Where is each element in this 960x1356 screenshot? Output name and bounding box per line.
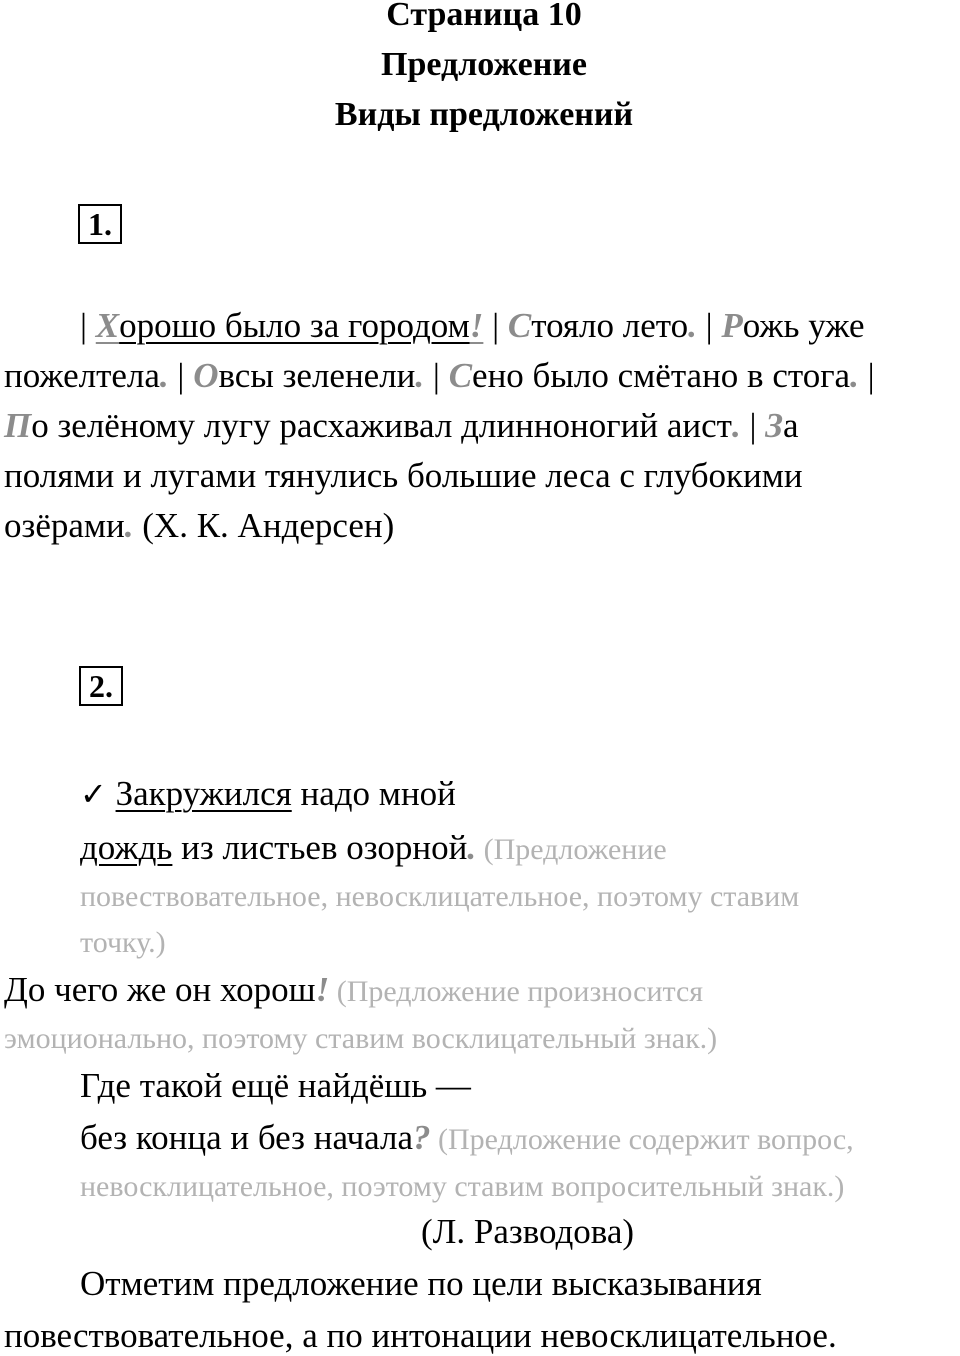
poem-text: без конца и без начала [80, 1118, 414, 1157]
task1-line-3 [4, 406, 799, 446]
underlined-phrase: орошо было за городом [119, 306, 470, 345]
sentence-text: озёрами [4, 506, 125, 545]
punctuation-mark: . [415, 356, 425, 395]
subtopic-heading: Виды предложений [334, 96, 634, 133]
sentence-text: а [783, 406, 799, 445]
capital-letter: П [4, 406, 32, 445]
punctuation-mark: . [731, 406, 741, 445]
punctuation-mark: ! [315, 970, 330, 1009]
capital-letter: С [507, 306, 532, 345]
sentence-divider: | [483, 306, 508, 345]
task2-line-2 [80, 828, 667, 868]
conclusion-line-1: Отметим предложение по цели высказывания [80, 1264, 762, 1303]
task1-line-2 [4, 356, 875, 396]
poem-text: надо мной [291, 774, 456, 813]
capital-letter: З [765, 406, 784, 445]
punctuation-mark: . [124, 506, 134, 545]
punctuation-mark: . [467, 828, 477, 867]
capital-letter: Х [95, 306, 120, 345]
underlined-predicate: Закружился [115, 774, 292, 813]
task-2-number: 2. [79, 666, 123, 706]
sentence-divider: | [424, 356, 449, 395]
sentence-divider: | [80, 306, 96, 345]
punctuation-mark: . [850, 356, 859, 395]
explanation-note: точку.) [80, 926, 166, 959]
punctuation-mark: . [688, 306, 697, 345]
task1-line-5 [4, 506, 394, 546]
punctuation-mark: ! [469, 306, 484, 345]
task2-line-7: Где такой ещё найдёшь — [80, 1066, 471, 1105]
topic-heading: Предложение [381, 46, 587, 83]
sentence-divider: | [740, 406, 766, 445]
sentence-text: ено было смётано в стога [472, 356, 851, 395]
capital-letter: О [193, 356, 219, 395]
sentence-text: ожь уже [742, 306, 865, 345]
explanation-note: невосклицательное, поэтому ставим вопросительный знак.) [80, 1170, 845, 1203]
task2-line-8 [80, 1118, 854, 1158]
task1-line-4: полями и лугами тянулись большие леса с глубокими [4, 456, 803, 495]
explanation-note: (Предложение произносится [329, 975, 704, 1008]
explanation-note: (Предложение содержит вопрос, [430, 1123, 854, 1156]
task-1-number: 1. [78, 204, 122, 244]
task2-line-1 [80, 774, 456, 814]
poem-text: До чего же он хорош [4, 970, 316, 1009]
sentence-text: тояло лето [531, 306, 689, 345]
explanation-note: (Предложение [476, 833, 667, 866]
source-author: (Х. К. Андерсен) [133, 506, 395, 545]
explanation-note: повествовательное, невосклицательное, поэтому ставим [80, 880, 800, 913]
checkmark-icon: ✓ [80, 775, 107, 813]
sentence-text: всы зеленели [218, 356, 416, 395]
sentence-divider: | [696, 306, 722, 345]
punctuation-mark: . [159, 356, 169, 395]
underlined-subject: дождь [80, 828, 173, 867]
explanation-note: эмоционально, поэтому ставим восклицательный знак.) [4, 1022, 718, 1055]
task1-line-1 [80, 306, 865, 346]
sentence-text: о зелёному лугу расхаживал длинноногий аист [31, 406, 732, 445]
conclusion-line-2: повествовательное, а по интонации невосклицательное. [4, 1316, 837, 1355]
task2-line-5 [4, 970, 703, 1010]
capital-letter: С [448, 356, 473, 395]
punctuation-mark: ? [413, 1118, 431, 1157]
poem-text: из листьев озорной [172, 828, 468, 867]
sentence-divider: | [168, 356, 194, 395]
sentence-divider: | [858, 356, 875, 395]
page-title: Страница 10 [386, 0, 582, 33]
capital-letter: Р [721, 306, 743, 345]
sentence-text: пожелтела [4, 356, 160, 395]
poem-author: (Л. Разводова) [421, 1212, 635, 1251]
